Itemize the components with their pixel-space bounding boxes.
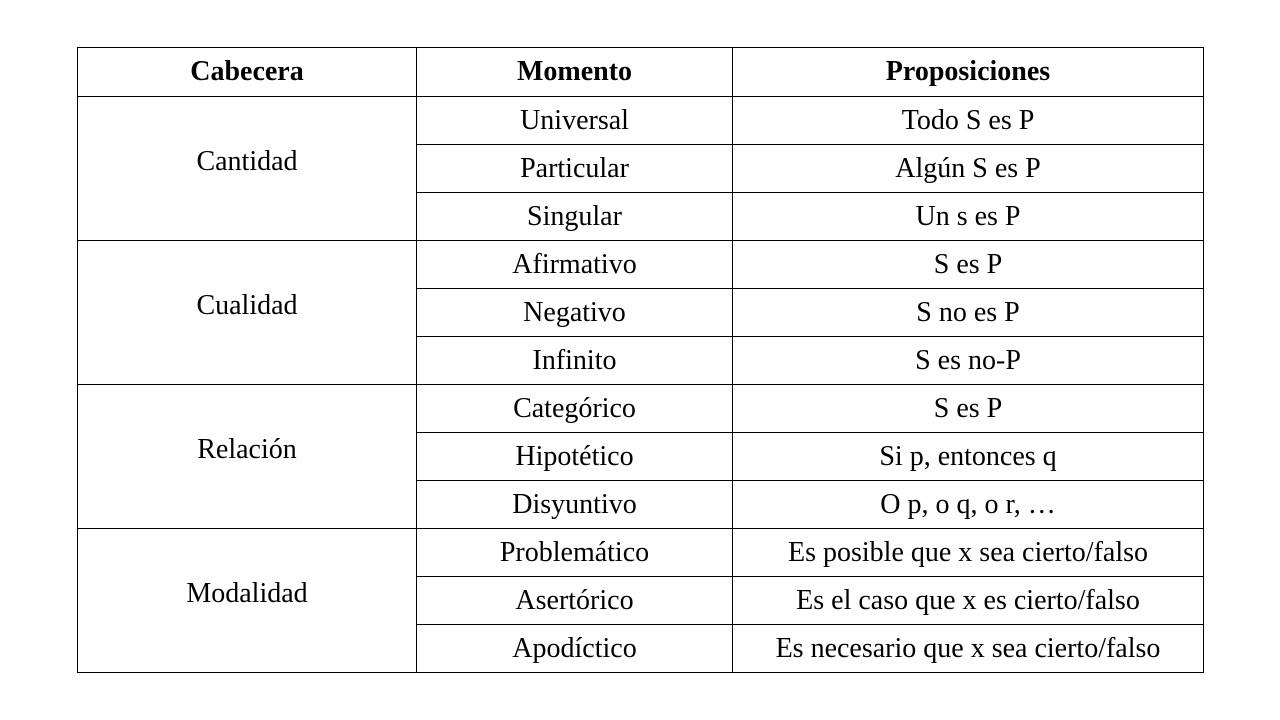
momento-cell: Disyuntivo <box>417 481 733 529</box>
table-row <box>78 529 1204 577</box>
proposicion-cell: Es posible que x sea cierto/falso <box>733 529 1204 577</box>
proposicion-cell: Algún S es P <box>733 145 1204 193</box>
group-modalidad: Modalidad <box>78 529 417 673</box>
header-momento: Momento <box>417 48 733 97</box>
momento-cell: Infinito <box>417 337 733 385</box>
proposicion-cell: Es necesario que x sea cierto/falso <box>733 625 1204 673</box>
momento-cell: Singular <box>417 193 733 241</box>
header-cabecera: Cabecera <box>78 48 417 97</box>
header-row <box>78 48 1204 97</box>
momento-cell: Hipotético <box>417 433 733 481</box>
proposicion-cell: S no es P <box>733 289 1204 337</box>
table-row <box>78 385 1204 433</box>
momento-cell: Afirmativo <box>417 241 733 289</box>
group-relacion: Relación <box>78 385 417 529</box>
proposicion-cell: S es no-P <box>733 337 1204 385</box>
group-cantidad: Cantidad <box>78 97 417 241</box>
group-cualidad: Cualidad <box>78 241 417 385</box>
momento-cell: Universal <box>417 97 733 145</box>
table-row <box>78 97 1204 145</box>
momento-cell: Particular <box>417 145 733 193</box>
proposicion-cell: O p, o q, o r, … <box>733 481 1204 529</box>
momento-cell: Negativo <box>417 289 733 337</box>
momento-cell: Categórico <box>417 385 733 433</box>
proposicion-cell: Un s es P <box>733 193 1204 241</box>
momento-cell: Problemático <box>417 529 733 577</box>
header-proposiciones: Proposiciones <box>733 48 1204 97</box>
proposicion-cell: Todo S es P <box>733 97 1204 145</box>
proposicion-cell: Si p, entonces q <box>733 433 1204 481</box>
proposicion-cell: S es P <box>733 385 1204 433</box>
table-container <box>77 47 1203 673</box>
momento-cell: Asertórico <box>417 577 733 625</box>
judgments-table <box>77 47 1204 673</box>
momento-cell: Apodíctico <box>417 625 733 673</box>
proposicion-cell: S es P <box>733 241 1204 289</box>
proposicion-cell: Es el caso que x es cierto/falso <box>733 577 1204 625</box>
table-row <box>78 241 1204 289</box>
